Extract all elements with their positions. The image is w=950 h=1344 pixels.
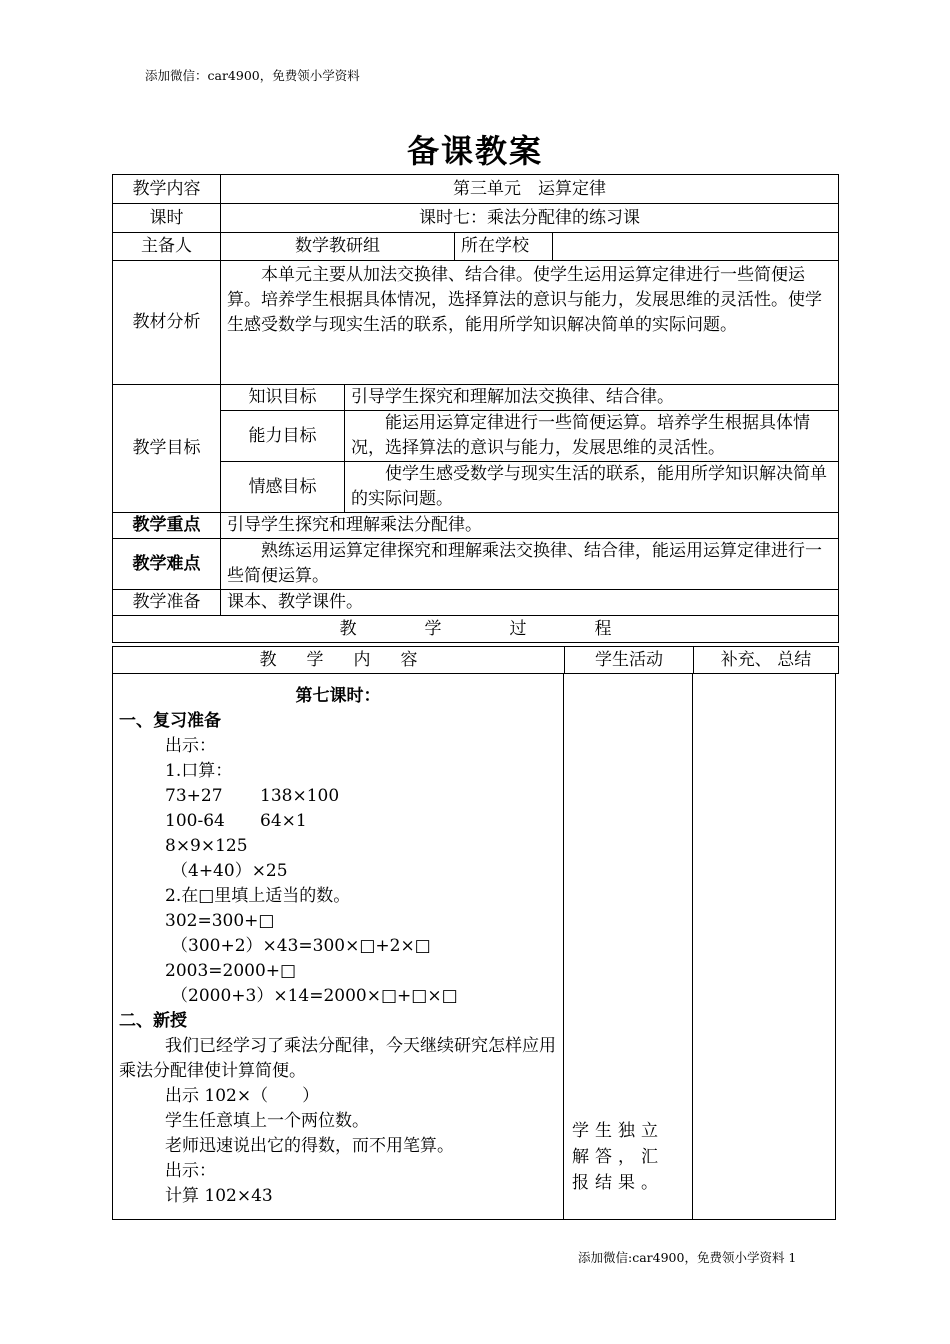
difficulty-paragraph: 熟练运用运算定律探究和理解乘法交换律、结合律，能运用运算定律进行一些简便运算。	[227, 541, 822, 586]
emotion-goal-label: 情感目标	[221, 462, 345, 513]
lesson-body-table	[112, 673, 836, 1220]
summary-column-header: 补充、 总结	[694, 647, 839, 674]
footer-note: 添加微信:car4900，免费领小学资料 1	[578, 1250, 797, 1265]
ability-goal-label: 能力目标	[221, 411, 345, 462]
calc-item: 73+27	[165, 786, 223, 806]
lesson-line: 1.口算：	[165, 761, 233, 781]
period-label: 课时	[113, 204, 221, 233]
lesson-line: （2000+3）×14=2000×□+□×□	[171, 986, 458, 1006]
analysis-text	[221, 261, 839, 385]
student-activity-text: 学生独立解答，汇报结果。	[572, 1121, 664, 1193]
lesson-line: 8×9×125	[165, 836, 248, 856]
lesson-line: 学生任意填上一个两位数。	[165, 1111, 369, 1131]
goals-label: 教学目标	[113, 385, 221, 513]
process-title	[113, 616, 839, 643]
ability-goal-text	[345, 411, 839, 462]
content-column-header	[113, 647, 565, 674]
preparation-label: 教学准备	[113, 590, 221, 616]
difficulty-text	[221, 539, 839, 590]
activity-column-header: 学生活动	[565, 647, 694, 674]
lesson-paragraph: 我们已经学习了乘法分配律，今天继续研究怎样应用乘法分配律使计算简便。	[119, 1036, 556, 1081]
header-note: 添加微信：car4900，免费领小学资料	[145, 68, 360, 83]
lesson-heading: 第七课时：	[295, 686, 381, 706]
lesson-line: 出示：	[165, 1161, 216, 1181]
analysis-label: 教材分析	[113, 261, 221, 385]
summary-cell	[693, 674, 836, 1220]
key-point-label: 教学重点	[113, 513, 221, 539]
lesson-line: 计算 102×43	[165, 1186, 273, 1206]
process-title-char: 程	[594, 618, 612, 639]
lesson-line: 出示：	[165, 736, 216, 756]
page-title: 备课教案	[406, 132, 543, 170]
process-header-table	[112, 646, 839, 674]
lesson-line: 出示 102×（ ）	[165, 1086, 320, 1106]
content-header-char: 内	[353, 649, 371, 670]
lesson-line: （300+2）×43=300×□+2×□	[171, 936, 431, 956]
lesson-line: （4+40）×25	[171, 861, 288, 881]
lesson-line	[119, 784, 557, 809]
difficulty-label: 教学难点	[113, 539, 221, 590]
student-activity-cell	[564, 674, 693, 1220]
school-label: 所在学校	[455, 233, 553, 261]
section-review: 一、复习准备	[119, 711, 221, 731]
lesson-line	[119, 809, 557, 834]
emotion-goal-text	[345, 462, 839, 513]
school-value	[553, 233, 839, 261]
analysis-paragraph: 本单元主要从加法交换律、结合律。使学生运用运算定律进行一些简便运算。培养学生根据具体情况，选择算法的意识与能力，发展思维的灵活性。使学生感受数学与现实生活的联系，能用所学知识解决简单的实际问题。	[227, 265, 822, 335]
lesson-content-cell	[113, 674, 564, 1220]
content-value: 第三单元 运算定律	[221, 175, 839, 204]
lesson-line: 302=300+□	[165, 911, 275, 931]
knowledge-goal-text: 引导学生探究和理解加法交换律、结合律。	[345, 385, 839, 411]
lesson-line: 2003=2000+□	[165, 961, 297, 981]
calc-item: 138×100	[260, 786, 340, 806]
process-title-char: 教	[339, 618, 357, 639]
period-value: 课时七：乘法分配律的练习课	[221, 204, 839, 233]
process-title-char: 学	[424, 618, 442, 639]
lesson-line: 老师迅速说出它的得数，而不用笔算。	[165, 1136, 454, 1156]
lesson-plan-table	[112, 174, 839, 643]
content-label: 教学内容	[113, 175, 221, 204]
emotion-goal-paragraph: 使学生感受数学与现实生活的联系，能用所学知识解决简单的实际问题。	[351, 464, 827, 509]
content-header-char: 容	[400, 649, 418, 670]
key-point-text: 引导学生探究和理解乘法分配律。	[221, 513, 839, 539]
preparation-text: 课本、教学课件。	[221, 590, 839, 616]
preparer-value: 数学教研组	[221, 233, 455, 261]
section-new: 二、新授	[119, 1011, 187, 1031]
calc-item: 100-64	[165, 811, 225, 831]
process-title-char: 过	[509, 618, 527, 639]
lesson-line: 2.在□里填上适当的数。	[165, 886, 351, 906]
knowledge-goal-label: 知识目标	[221, 385, 345, 411]
preparer-label: 主备人	[113, 233, 221, 261]
content-header-char: 教	[259, 649, 277, 670]
calc-item: 64×1	[260, 811, 307, 831]
ability-goal-paragraph: 能运用运算定律进行一些简便运算。培养学生根据具体情况，选择算法的意识与能力，发展思维的灵活性。	[351, 413, 810, 458]
content-header-char: 学	[306, 649, 324, 670]
